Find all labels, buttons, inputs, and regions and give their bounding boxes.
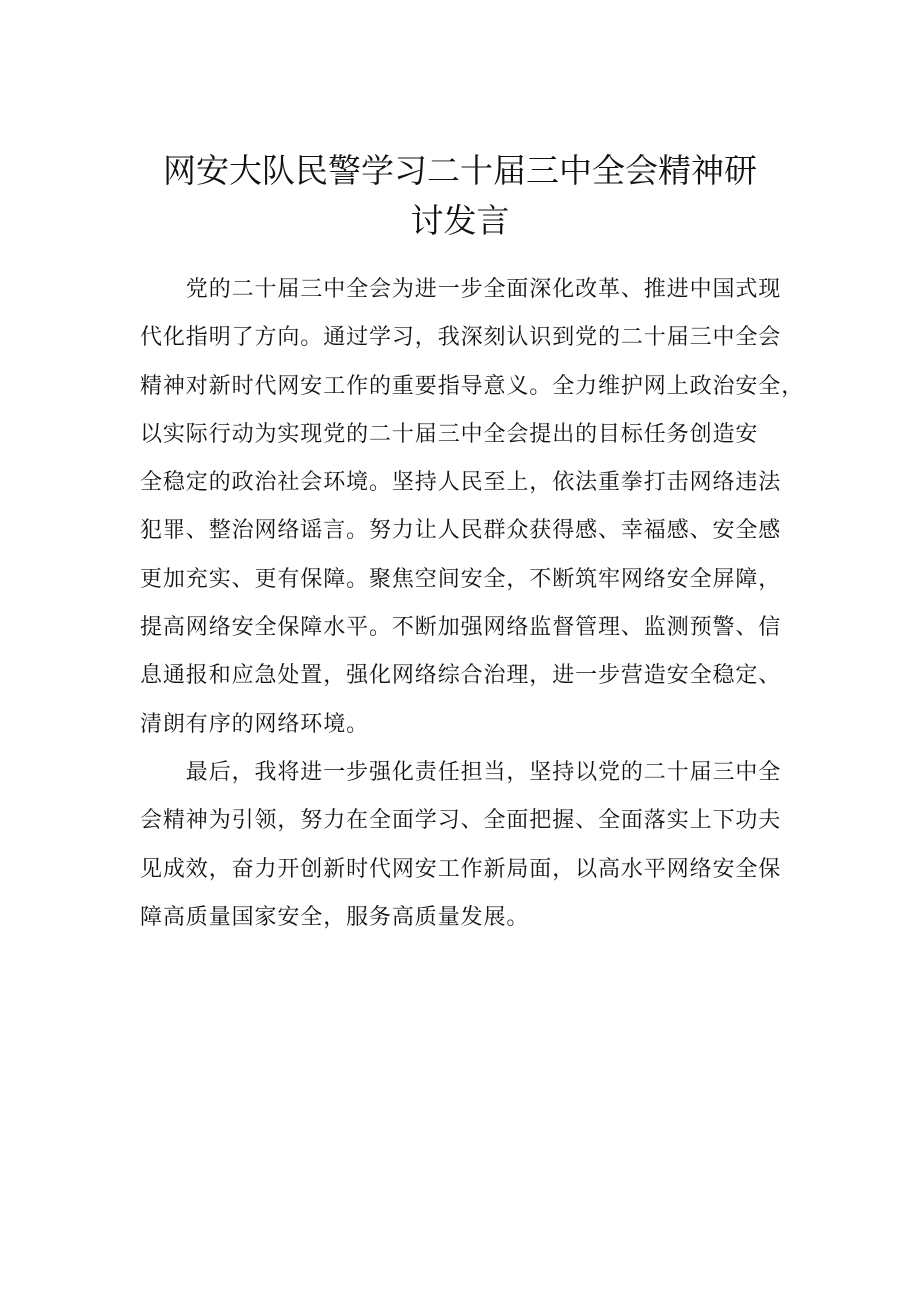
title-line-1: 网安大队民警学习二十届三中全会精神研: [163, 151, 757, 190]
paragraph-1-line-8: 提高网络安全保障水平。不断加强网络监督管理、监测预警、信: [140, 615, 782, 641]
paragraph-1-line-10: 清朗有序的网络环境。: [140, 711, 370, 737]
paragraph-2-line-2: 会精神为引领，努力在全面学习、全面把握、全面落实上下功夫: [140, 808, 782, 834]
paragraph-1-line-2: 代化指明了方向。通过学习，我深刻认识到党的二十届三中全会: [140, 325, 782, 351]
paragraph-1-line-5: 全稳定的政治社会环境。坚持人民至上，依法重拳打击网络违法: [140, 470, 782, 496]
title-line-2: 讨发言: [410, 201, 510, 240]
paragraph-1-line-7: 更加充实、更有保障。聚焦空间安全，不断筑牢网络安全屏障，: [140, 566, 782, 592]
paragraph-2-line-1: 最后，我将进一步强化责任担当，坚持以党的二十届三中全: [140, 759, 782, 785]
document-body: [140, 266, 805, 942]
paragraph-1: [140, 266, 805, 749]
paragraph-1-line-1: 党的二十届三中全会为进一步全面深化改革、推进中国式现: [140, 277, 782, 302]
document-title: [100, 146, 820, 246]
paragraph-1-line-6: 犯罪、整治网络谣言。努力让人民群众获得感、幸福感、安全感: [140, 518, 782, 544]
paragraph-1-line-4: 以实际行动为实现党的二十届三中全会提出的目标任务创造安: [140, 421, 759, 447]
paragraph-2: [140, 749, 784, 942]
paragraph-2-line-4: 障高质量国家安全，服务高质量发展。: [140, 904, 530, 930]
paragraph-1-line-9: 息通报和应急处置，强化网络综合治理，进一步营造安全稳定、: [140, 663, 782, 689]
paragraph-2-line-3: 见成效，奋力开创新时代网安工作新局面，以高水平网络安全保: [140, 856, 782, 882]
paragraph-1-line-3: 精神对新时代网安工作的重要指导意义。全力维护网上政治安全，: [140, 373, 805, 399]
